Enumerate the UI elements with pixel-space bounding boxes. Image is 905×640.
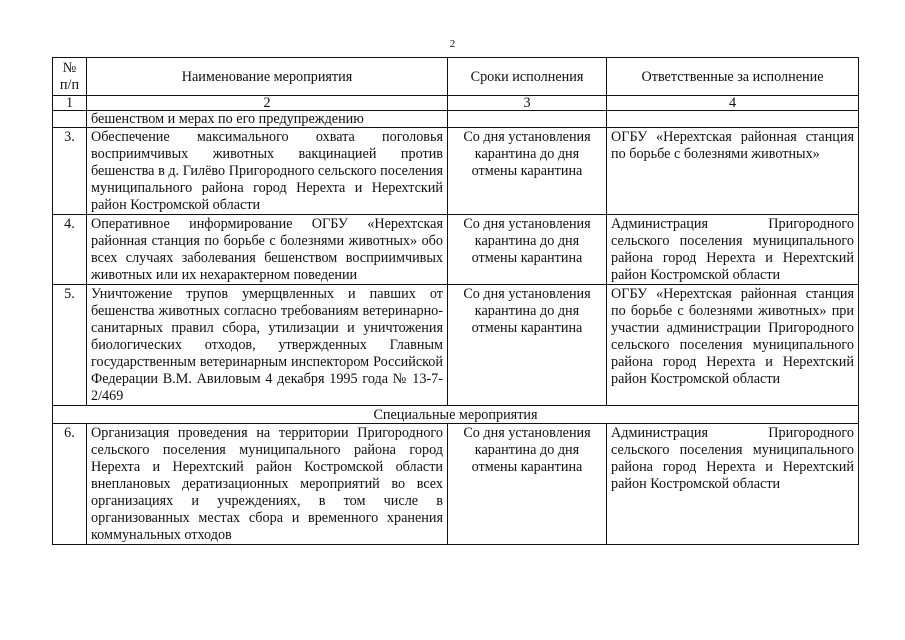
table-row	[53, 215, 859, 285]
row-responsible: ОГБУ «Нерехтская районная станция по борьбе с болезнями животных» при участии администрации Пригородного сельского поселения муниципального района город Нерехта и Нерехтский район Костромской области	[607, 285, 859, 406]
row-name: Оперативное информирование ОГБУ «Нерехтская районная станция по борьбе с болезнями животных» обо всех случаях заболевания бешенством восприимчивых животных или их нехарактерном поведении	[87, 215, 448, 285]
page-number: 2	[449, 38, 456, 50]
column-number-row	[53, 96, 859, 111]
row-term: Со дня установления карантина до дня отмены карантина	[448, 285, 607, 406]
row-num: 6.	[53, 424, 87, 545]
header-responsible: Ответственные за исполнение	[607, 58, 859, 96]
header-name: Наименование мероприятия	[87, 58, 448, 96]
table-row	[53, 128, 859, 215]
row-name: Обеспечение максимального охвата поголовья восприимчивых животных вакцинацией против бешенства в д. Гилёво Пригородного сельского поселения муниципального района город Нерехта и Нерехтский район Костромской области	[87, 128, 448, 215]
column-number: 1	[53, 96, 87, 111]
column-number: 2	[87, 96, 448, 111]
row-term: Со дня установления карантина до дня отмены карантина	[448, 128, 607, 215]
row-term: Со дня установления карантина до дня отмены карантина	[448, 215, 607, 285]
header-num: № п/п	[53, 58, 87, 96]
row-num: 4.	[53, 215, 87, 285]
table-header-row	[53, 58, 859, 96]
table-row	[53, 424, 859, 545]
section-title: Специальные мероприятия	[53, 406, 859, 424]
continuation-row	[53, 111, 859, 128]
column-number: 3	[448, 96, 607, 111]
row-responsible: Администрация Пригородного сельского поселения муниципального района город Нерехта и Нерехтский район Костромской области	[607, 215, 859, 285]
header-term: Сроки исполнения	[448, 58, 607, 96]
section-row	[53, 406, 859, 424]
row-term: Со дня установления карантина до дня отмены карантина	[448, 424, 607, 545]
continuation-text: бешенством и мерах по его предупреждению	[87, 111, 448, 128]
row-name: Организация проведения на территории Пригородного сельского поселения муниципального района город Нерехта и Нерехтский район Костромской области внеплановых дератизационных мероприятий во всех организациях и учреждениях, в том числе в организованных местах сбора и временного хранения коммунальных отходов	[87, 424, 448, 545]
row-num: 5.	[53, 285, 87, 406]
measures-table	[52, 57, 859, 545]
row-num: 3.	[53, 128, 87, 215]
row-responsible: ОГБУ «Нерехтская районная станция по борьбе с болезнями животных»	[607, 128, 859, 215]
row-responsible: Администрация Пригородного сельского поселения муниципального района город Нерехта и Нерехтский район Костромской области	[607, 424, 859, 545]
table-row	[53, 285, 859, 406]
column-number: 4	[607, 96, 859, 111]
row-name: Уничтожение трупов умерщвленных и павших от бешенства животных согласно требованиям ветеринарно-санитарных правил сбора, утилизации и уничтожения биологических отходов, утвержденных Главным государственным ветеринарным инспектором Российской Федерации В.М. Авиловым 4 декабря 1995 года № 13-7-2/469	[87, 285, 448, 406]
